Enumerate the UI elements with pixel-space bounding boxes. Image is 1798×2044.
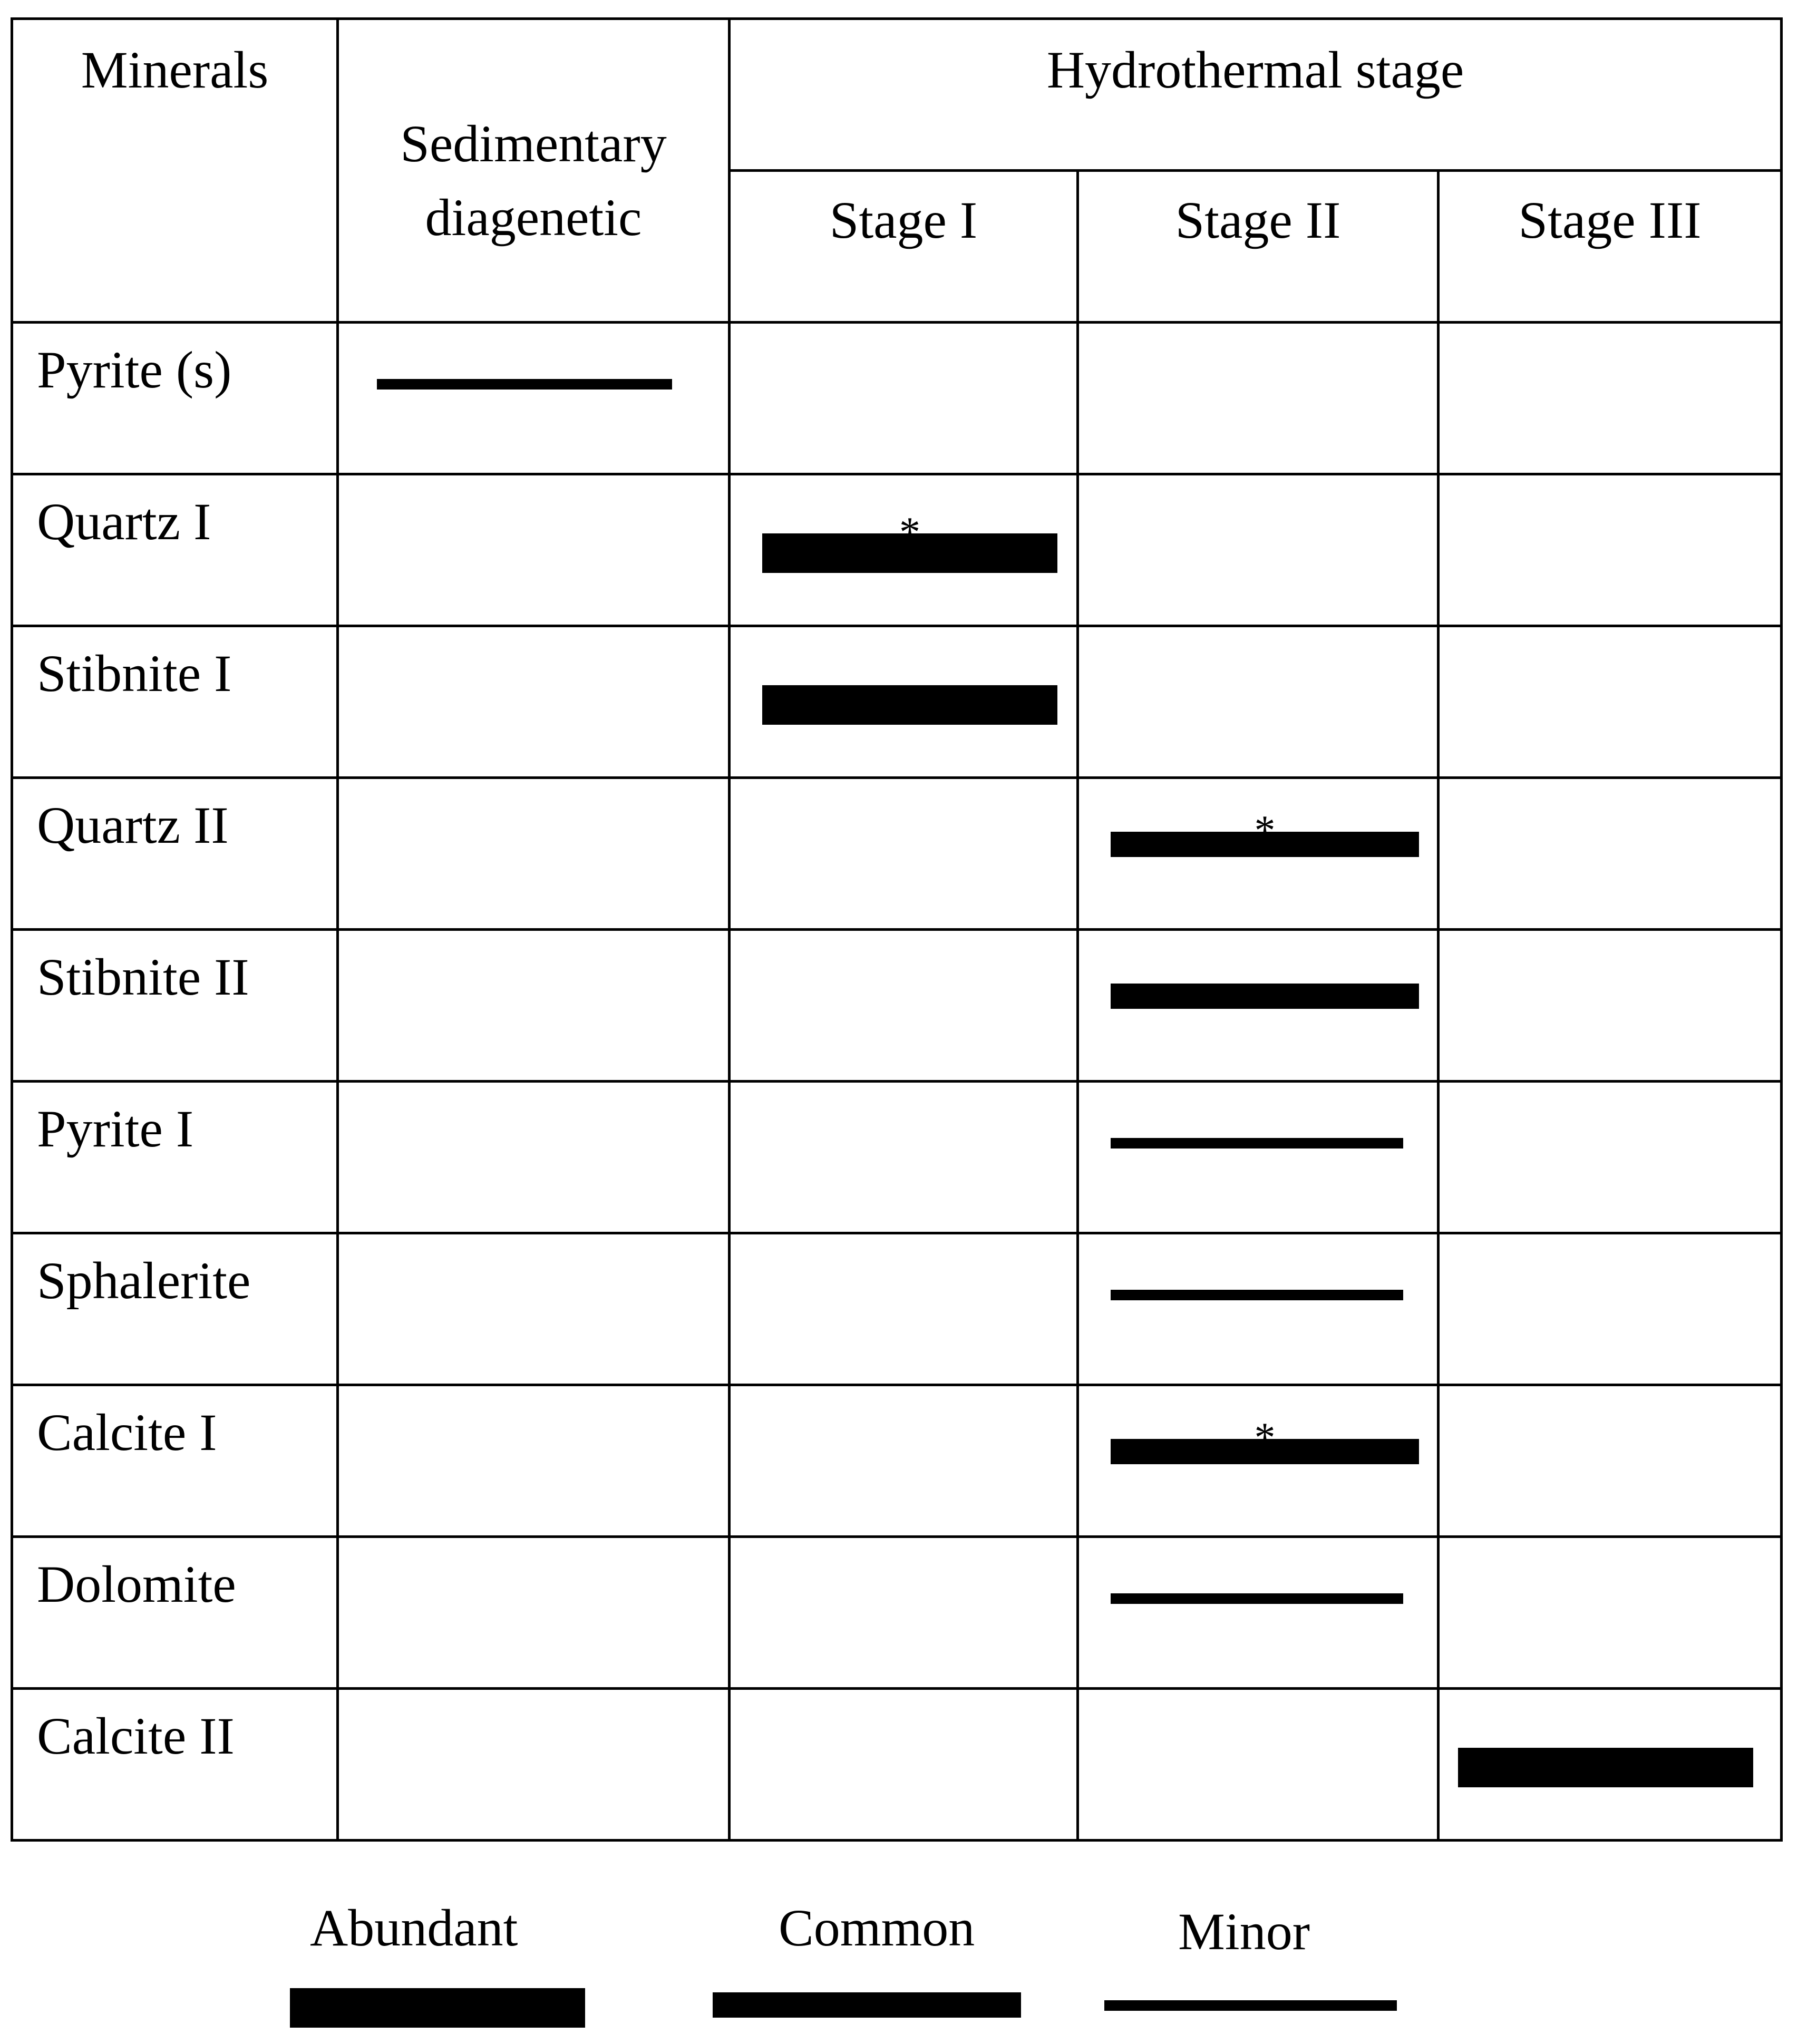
hydrothermal-header-cell	[730, 19, 1782, 171]
marker-asterisk: *	[1254, 1415, 1276, 1461]
cell-stage-ii	[1078, 1689, 1439, 1841]
mineral-name-cell	[12, 1233, 338, 1385]
cell-sedimentary-diagenetic	[338, 323, 730, 474]
cell-stage-ii	[1078, 1385, 1439, 1537]
stage-iii-header: Stage III	[1518, 191, 1702, 249]
sedimentary-header-cell	[338, 19, 730, 323]
cell-stage-ii	[1078, 323, 1439, 474]
cell-stage-i	[730, 1537, 1078, 1689]
mineral-name-cell	[12, 930, 338, 1082]
mineral-row-stibnite-ii	[12, 930, 1782, 1082]
mineral-name: Quartz I	[37, 492, 211, 551]
marker-asterisk: *	[1254, 807, 1276, 854]
minerals-header-cell	[12, 19, 338, 323]
legend-swatch-common	[713, 1992, 1021, 2018]
cell-stage-i	[730, 1689, 1078, 1841]
cell-stage-iii	[1439, 778, 1782, 930]
mineral-name: Stibnite I	[37, 644, 232, 703]
cell-stage-iii	[1439, 1537, 1782, 1689]
cell-stage-iii	[1439, 323, 1782, 474]
cell-sedimentary-diagenetic	[338, 626, 730, 778]
mineral-row-stibnite-i	[12, 626, 1782, 778]
mineral-name-cell	[12, 474, 338, 626]
abundant-bar	[762, 685, 1057, 725]
mineral-name-cell	[12, 1689, 338, 1841]
cell-stage-ii	[1078, 930, 1439, 1082]
cell-stage-ii	[1078, 1233, 1439, 1385]
cell-stage-i	[730, 626, 1078, 778]
legend-swatch-abundant	[290, 1988, 585, 2028]
legend-swatch-minor	[1104, 2000, 1397, 2011]
stage-ii-header: Stage II	[1175, 191, 1341, 249]
cell-sedimentary-diagenetic	[338, 1385, 730, 1537]
cell-sedimentary-diagenetic	[338, 1689, 730, 1841]
cell-stage-iii	[1439, 1385, 1782, 1537]
mineral-name: Sphalerite	[37, 1251, 251, 1310]
cell-stage-i	[730, 1233, 1078, 1385]
mineral-row-pyrite-i	[12, 1082, 1782, 1233]
marker-asterisk: *	[899, 509, 920, 556]
mineral-row-sphalerite	[12, 1233, 1782, 1385]
cell-sedimentary-diagenetic	[338, 1082, 730, 1233]
legend-label-abundant: Abundant	[310, 1899, 518, 1957]
mineral-row-quartz-ii	[12, 778, 1782, 930]
mineral-name-cell	[12, 778, 338, 930]
mineral-name: Calcite II	[37, 1707, 235, 1765]
cell-stage-iii	[1439, 474, 1782, 626]
cell-stage-ii	[1078, 474, 1439, 626]
minor-bar	[1111, 1138, 1403, 1148]
cell-stage-ii	[1078, 1537, 1439, 1689]
cell-sedimentary-diagenetic	[338, 474, 730, 626]
minor-bar	[377, 379, 672, 390]
common-bar	[1111, 984, 1419, 1009]
paragenesis-table	[11, 17, 1783, 1842]
hydrothermal-header: Hydrothermal stage	[1046, 41, 1464, 99]
mineral-name-cell	[12, 1385, 338, 1537]
cell-sedimentary-diagenetic	[338, 778, 730, 930]
mineral-name: Pyrite I	[37, 1099, 194, 1158]
cell-stage-iii	[1439, 930, 1782, 1082]
cell-sedimentary-diagenetic	[338, 930, 730, 1082]
stage-i-header-cell	[730, 171, 1078, 323]
cell-stage-ii	[1078, 626, 1439, 778]
mineral-name: Dolomite	[37, 1555, 236, 1613]
mineral-name: Quartz II	[37, 796, 229, 854]
legend-label-minor: Minor	[1178, 1902, 1310, 1961]
mineral-name: Stibnite II	[37, 948, 249, 1006]
mineral-name: Calcite I	[37, 1403, 217, 1462]
sedimentary-header-line-2: diagenetic	[425, 188, 642, 247]
stage-iii-header-cell	[1439, 171, 1782, 323]
stage-i-header: Stage I	[829, 191, 978, 249]
mineral-rows	[12, 323, 1782, 1841]
sedimentary-header-line-1: Sedimentary	[400, 114, 667, 173]
cell-stage-iii	[1439, 626, 1782, 778]
cell-stage-ii	[1078, 1082, 1439, 1233]
cell-stage-iii	[1439, 1233, 1782, 1385]
minor-bar	[1111, 1593, 1403, 1604]
cell-stage-iii	[1439, 1689, 1782, 1841]
mineral-row-calcite-i	[12, 1385, 1782, 1537]
cell-sedimentary-diagenetic	[338, 1233, 730, 1385]
mineral-name-cell	[12, 1082, 338, 1233]
minerals-header: Minerals	[81, 41, 269, 99]
abundant-bar	[1458, 1748, 1753, 1787]
cell-stage-iii	[1439, 1082, 1782, 1233]
mineral-name-cell	[12, 323, 338, 474]
cell-stage-i	[730, 323, 1078, 474]
cell-sedimentary-diagenetic	[338, 1537, 730, 1689]
mineral-row-dolomite	[12, 1537, 1782, 1689]
minor-bar	[1111, 1290, 1403, 1300]
cell-stage-i	[730, 474, 1078, 626]
cell-stage-ii	[1078, 778, 1439, 930]
legend-label-common: Common	[779, 1899, 975, 1957]
mineral-name-cell	[12, 626, 338, 778]
cell-stage-i	[730, 1082, 1078, 1233]
stage-ii-header-cell	[1078, 171, 1439, 323]
mineral-row-pyrite-s	[12, 323, 1782, 474]
cell-stage-i	[730, 1385, 1078, 1537]
mineral-name-cell	[12, 1537, 338, 1689]
cell-stage-i	[730, 778, 1078, 930]
mineral-row-quartz-i	[12, 474, 1782, 626]
mineral-row-calcite-ii	[12, 1689, 1782, 1841]
cell-stage-i	[730, 930, 1078, 1082]
mineral-name: Pyrite (s)	[37, 340, 232, 399]
